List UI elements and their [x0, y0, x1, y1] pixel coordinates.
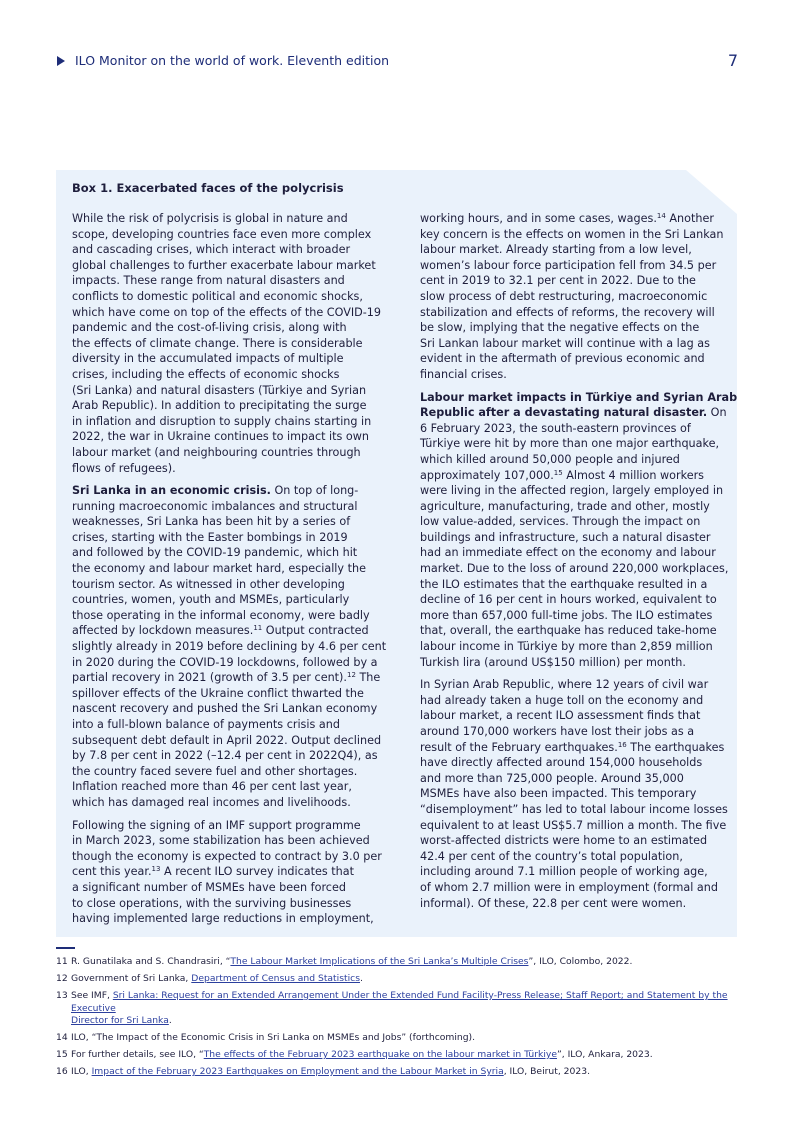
text-line: including around 7.1 million people of working age, — [420, 865, 708, 879]
text-line: in 2020 during the COVID-19 lockdowns, followed by a — [72, 655, 378, 669]
paragraph-sri-lanka — [72, 483, 387, 810]
text-line: spillover effects of the Ukraine conflict thwarted the — [72, 686, 364, 700]
text-line: approximately 107,000.15 Almost 4 million workers — [420, 468, 705, 482]
text-line: and more than 725,000 people. Around 35,000 — [420, 771, 684, 785]
footnote-link[interactable]: Department of Census and Statistics — [191, 973, 360, 984]
text-line: low value-added, services. Through the impact on — [420, 515, 701, 529]
text-line: Following the signing of an IMF support programme — [72, 818, 361, 832]
text-line: result of the February earthquakes.$^{16}$ The earthquakes — [420, 740, 725, 754]
text-line: impacts. These range from natural disasters and — [72, 274, 345, 288]
paragraph-intro — [72, 211, 382, 476]
footnote-ref-13[interactable]: 13 — [151, 865, 161, 874]
text-line: informal). Of these, 22.8 per cent were women. — [420, 896, 687, 910]
footnote-15: 15 For further details, see ILO, “The effects of the February 2023 earthquake on the labour market in Türkiye”, ILO, Ankara, 2023. — [56, 1049, 653, 1060]
text-line: “disemployment” has led to total labour income losses — [420, 802, 728, 816]
text-line: had an immediate effect on the economy and labour — [420, 546, 716, 560]
text-line: more than 657,000 full-time jobs. The ILO estimates — [420, 608, 713, 622]
text-line: slow process of debt restructuring, macroeconomic — [420, 289, 708, 303]
box-title: Box 1. Exacerbated faces of the polycrisis — [72, 181, 344, 195]
text-line: in inflation and disruption to supply chains starting in — [72, 414, 372, 428]
text-line: were living in the affected region, largely employed in — [420, 484, 724, 498]
text-line: working hours, and in some cases, wages.$^{14}$ Another — [420, 212, 714, 225]
text-line: the country faced severe fuel and other shortages. — [72, 764, 358, 778]
text-line: (Sri Lanka) and natural disasters (Türkiye and Syrian — [72, 383, 367, 397]
footnote-link[interactable]: The effects of the February 2023 earthquake on the labour market in Türkiye — [203, 1049, 557, 1060]
footnote-13: 13 See IMF, Sri Lanka: Request for an Extended Arrangement Under the Extended Fund Facility-Press Release; Staff Report; and Statement by the Executive Director for Sri Lanka. — [56, 990, 728, 1026]
text-line: market. Due to the loss of around 220,000 workplaces, — [420, 562, 729, 576]
footnote-link[interactable]: Director for Sri Lanka — [71, 1015, 169, 1026]
paragraph-turkiye — [420, 390, 738, 671]
text-line: labour income in Türkiye by more than 2,859 million — [420, 640, 713, 654]
text-line: though the economy is expected to contract by 3.0 per — [72, 849, 382, 863]
heading-turkiye: Labour market impacts in Türkiye and Syrian Arab — [420, 390, 738, 404]
right-column — [420, 211, 738, 918]
text-line: and followed by the COVID-19 pandemic, which hit — [72, 546, 358, 560]
text-line: Sri Lankan labour market will continue with a lag as — [420, 336, 710, 350]
text-line: key concern is the effects on women in the Sri Lankan — [420, 227, 724, 241]
footnote-ref-12[interactable]: 12 — [346, 671, 356, 680]
left-column — [72, 211, 387, 934]
footnote-link[interactable]: The Labour Market Implications of the Sri Lanka’s Multiple Crises — [230, 956, 529, 967]
text-line: decline of 16 per cent in hours worked, equivalent to — [420, 593, 717, 607]
text-line — [420, 390, 738, 406]
text-line: labour market (and neighbouring countries through — [72, 445, 361, 459]
footnotes — [56, 956, 746, 1083]
footnote-divider — [56, 947, 75, 949]
text-line: by 7.8 per cent in 2022 (–12.4 per cent in 2022Q4), as — [72, 749, 378, 763]
text-line: conflicts to domestic political and economic shocks, — [72, 289, 363, 303]
text-line: agriculture, manufacturing, trade and other, mostly — [420, 499, 710, 513]
text-line: diversity in the accumulated impacts of multiple — [72, 352, 344, 366]
text-line: evident in the aftermath of previous economic and — [420, 352, 705, 366]
text-line: which has damaged real incomes and livelihoods. — [72, 795, 351, 809]
text-line: crises, starting with the Easter bombings in 2019 — [72, 530, 348, 544]
text-line: Republic after a devastating natural disaster. On — [420, 406, 727, 420]
text-line: Sri Lanka in an economic crisis. On top of long- — [72, 484, 359, 498]
text-line: Arab Republic). In addition to precipitating the surge — [72, 399, 367, 413]
text-line: be slow, implying that the negative effects on the — [420, 321, 700, 335]
text-line: stabilization and effects of reforms, the recovery will — [420, 305, 715, 319]
text-line: worst-affected districts were home to an estimated — [420, 834, 708, 848]
text-line: cent in 2019 to 32.1 per cent in 2022. Due to the — [420, 274, 696, 288]
text-line: the ILO estimates that the earthquake resulted in a — [420, 577, 708, 591]
text-line: subsequent debt default in April 2022. Output declined — [72, 733, 382, 747]
footnote-ref-11[interactable]: 11 — [253, 624, 263, 633]
text-line: MSMEs have also been impacted. This temporary — [420, 787, 697, 801]
paragraph-syria — [420, 677, 728, 911]
text-line: into a full-blown balance of payments crisis and — [72, 718, 340, 731]
text-line: pandemic and the cost-of-living crisis, along with — [72, 321, 347, 335]
text-line: in March 2023, some stabilization has been achieved — [72, 834, 370, 848]
text-line: partial recovery in 2021 (growth of 3.5 per cent).$^{12}$ The — [72, 671, 381, 685]
text-line: crises, including the effects of economic shocks — [72, 367, 340, 381]
footnote-11: 11 R. Gunatilaka and S. Chandrasiri, “The Labour Market Implications of the Sri Lanka’s Multiple Crises”, ILO, Colombo, 2022. — [56, 956, 633, 967]
text-line: Turkish lira (around US$150 million) per month. — [420, 655, 686, 669]
heading-sri-lanka: Sri Lanka in an economic crisis. — [72, 484, 271, 498]
text-line: affected by lockdown measures.$^{11}$ Output contracted — [72, 624, 369, 638]
text-line: and cascading crises, which interact with broader — [72, 243, 351, 257]
text-line: the effects of climate change. There is considerable — [72, 336, 363, 350]
text-line: While the risk of polycrisis is global in nature and — [72, 212, 348, 225]
text-line: having implemented large reductions in employment, — [72, 912, 374, 926]
text-line: had already taken a huge toll on the economy and — [420, 693, 704, 707]
text-line: labour market, a recent ILO assessment finds that — [420, 709, 701, 723]
text-line: around 170,000 workers have lost their jobs as a — [420, 725, 695, 738]
text-line: those operating in the informal economy, were badly — [72, 608, 370, 622]
text-line: flows of refugees). — [72, 461, 176, 475]
text-line: have directly affected around 154,000 households — [420, 756, 703, 770]
text-line: 2022, the war in Ukraine continues to impact its own — [72, 430, 370, 444]
text-line: to close operations, with the surviving businesses — [72, 896, 352, 910]
text-line: cent this year.$^{13}$ A recent ILO survey indicates that — [72, 865, 355, 879]
text-line: women’s labour force participation fell from 34.5 per — [420, 258, 717, 272]
footnote-link[interactable]: Impact of the February 2023 Earthquakes on Employment and the Labour Market in Syria — [91, 1066, 504, 1077]
text-line: 6 February 2023, the south-eastern provinces of — [420, 421, 691, 435]
text-line: financial crises. — [420, 367, 507, 381]
text-line: buildings and infrastructure, such a natural disaster — [420, 530, 711, 544]
text-line: weaknesses, Sri Lanka has been hit by a series of — [72, 515, 351, 529]
text-line: of whom 2.7 million were in employment (formal and — [420, 880, 718, 894]
footnote-16: 16 ILO, Impact of the February 2023 Earthquakes on Employment and the Labour Market in Syria, ILO, Beirut, 2023. — [56, 1066, 590, 1077]
paragraph-imf — [72, 818, 382, 927]
text-line: slightly already in 2019 before declining by 4.6 per cent — [72, 640, 387, 654]
text-line: nascent recovery and pushed the Sri Lankan economy — [72, 702, 378, 716]
header-title: ILO Monitor on the world of work. Eleventh edition — [75, 53, 390, 68]
text-line: equivalent to at least US$5.7 million a month. The five — [420, 818, 727, 832]
text-line: which killed around 50,000 people and injured — [420, 452, 680, 466]
paragraph-sri-lanka-cont — [420, 211, 724, 383]
text-line: Inflation reached more than 46 per cent last year, — [72, 780, 352, 794]
text-line: In Syrian Arab Republic, where 12 years of civil war — [420, 678, 709, 692]
text-line: that, overall, the earthquake has reduced take-home — [420, 624, 717, 638]
text-line: running macroeconomic imbalances and structural — [72, 499, 358, 513]
footnote-ref-14[interactable]: 14 — [656, 212, 666, 220]
text-line: countries, women, youth and MSMEs, particularly — [72, 593, 350, 607]
footnote-ref-15[interactable]: 15 — [553, 468, 563, 477]
text-line: which have come on top of the effects of the COVID-19 — [72, 305, 382, 319]
footnote-link[interactable]: Sri Lanka: Request for an Extended Arrangement Under the Extended Fund Facility-Press Release; Staff Report; and Statement by the Executive — [71, 990, 728, 1014]
footnote-14: 14 ILO, “The Impact of the Economic Crisis in Sri Lanka on MSMEs and Jobs” (forthcoming). — [56, 1032, 476, 1043]
header-triangle-icon — [57, 56, 65, 66]
text-line: global challenges to further exacerbate labour market — [72, 258, 376, 272]
text-line: 42.4 per cent of the country’s total population, — [420, 849, 683, 863]
text-line: Türkiye were hit by more than one major earthquake, — [420, 437, 720, 451]
text-line: the economy and labour market hard, especially the — [72, 562, 366, 576]
text-line: tourism sector. As witnessed in other developing — [72, 577, 345, 591]
text-line: labour market. Already starting from a low level, — [420, 243, 692, 257]
text-line: scope, developing countries face even more complex — [72, 227, 372, 241]
footnote-ref-16[interactable]: 16 — [617, 740, 627, 749]
page-number: 7 — [727, 51, 738, 70]
text-line: a significant number of MSMEs have been forced — [72, 880, 346, 894]
footnote-12: 12 Government of Sri Lanka, Department of Census and Statistics. — [56, 973, 363, 984]
